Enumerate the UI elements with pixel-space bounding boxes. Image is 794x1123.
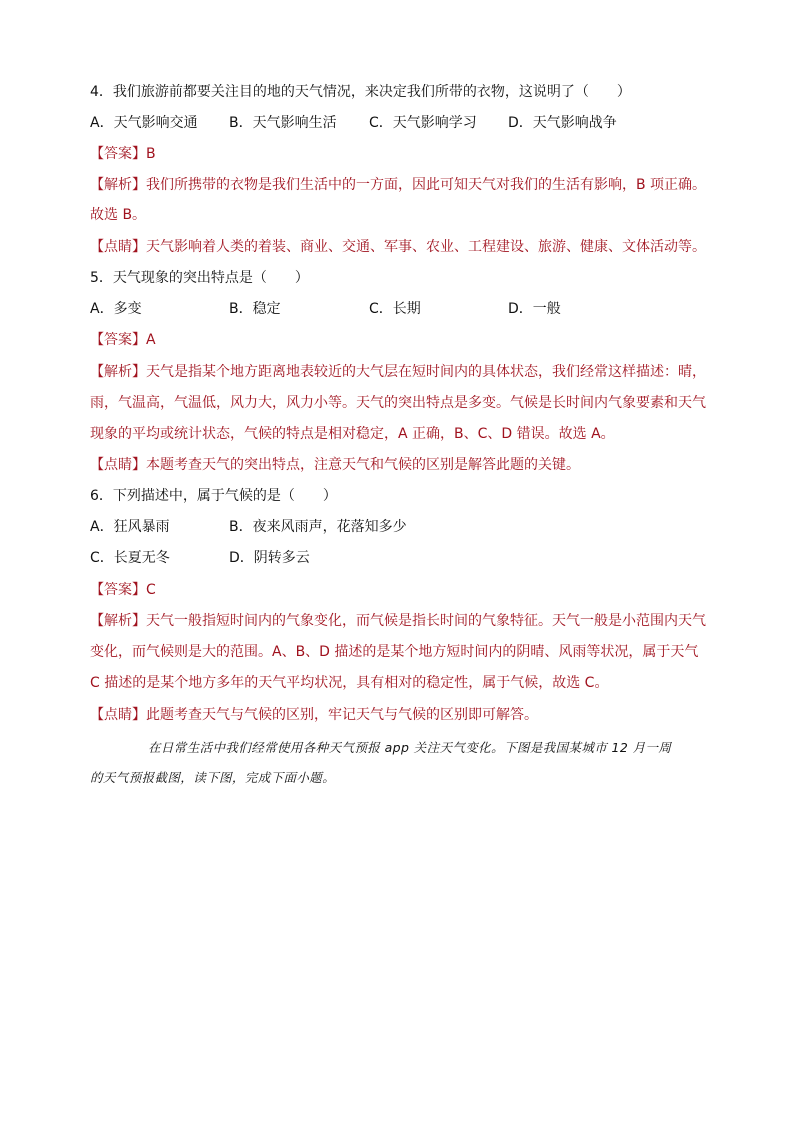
answer-value: C [146, 582, 156, 598]
question-5-stem: 5．天气现象的突出特点是（ ） [90, 270, 309, 286]
q4-option-a: A．天气影响交通 [90, 115, 198, 131]
question-6-stem: 6．下列描述中，属于气候的是（ ） [90, 488, 337, 504]
q4-option-c: C．天气影响学习 [369, 115, 477, 131]
q5-comment: 【点睛】本题考查天气的突出特点，注意天气和气候的区别是解答此题的关键。 [90, 457, 580, 473]
q5-option-c: C．长期 [369, 301, 421, 317]
q6-analysis-line-3: C 描述的是某个地方多年的天气平均状况，具有相对的稳定性，属于气候，故选 C。 [90, 675, 609, 691]
answer-value: A [146, 332, 156, 348]
comment-tag: 【点睛】 [90, 707, 146, 723]
answer-tag: 【答案】 [90, 582, 146, 598]
passage-line-2: 的天气预报截图，读下图，完成下面小题。 [90, 770, 336, 785]
q5-option-b: B．稳定 [229, 301, 281, 317]
answer-tag: 【答案】 [90, 332, 146, 348]
q4-option-d: D．天气影响战争 [508, 115, 617, 131]
analysis-tag: 【解析】 [90, 613, 146, 629]
answer-value: B [146, 146, 156, 162]
answer-tag: 【答案】 [90, 146, 146, 162]
q6-option-d: D．阴转多云 [229, 550, 310, 566]
q6-comment: 【点睛】此题考查天气与气候的区别，牢记天气与气候的区别即可解答。 [90, 707, 538, 723]
question-4-stem: 4．我们旅游前都要关注目的地的天气情况，来决定我们所带的衣物，这说明了（ ） [90, 84, 631, 100]
q6-answer [90, 580, 156, 600]
q4-analysis-line-1: 【解析】我们所携带的衣物是我们生活中的一方面，因此可知天气对我们的生活有影响，B 项正确。 [90, 177, 707, 193]
comment-tag: 【点睛】 [90, 457, 146, 473]
q6-option-c: C．长夏无冬 [90, 550, 170, 566]
q4-answer [90, 144, 156, 164]
passage-line-1: 在日常生活中我们经常使用各种天气预报 app 关注天气变化。下图是我国某城市 12 月一周 [148, 740, 672, 755]
q4-option-b: B．天气影响生活 [229, 115, 337, 131]
q6-option-a: A．狂风暴雨 [90, 519, 170, 535]
comment-tag: 【点睛】 [90, 239, 146, 255]
analysis-tag: 【解析】 [90, 364, 146, 380]
q6-analysis-line-2: 变化，而气候则是大的范围。A、B、D 描述的是某个地方短时间内的阴晴、风雨等状况，属于天气 [90, 644, 699, 660]
q5-option-d: D．一般 [508, 301, 561, 317]
analysis-tag: 【解析】 [90, 177, 146, 193]
q5-analysis-line-1: 【解析】天气是指某个地方距离地表较近的大气层在短时间内的具体状态，我们经常这样描述：晴， [90, 364, 706, 380]
q6-analysis-line-1: 【解析】天气一般指短时间内的气象变化，而气候是指长时间的气象特征。天气一般是小范围内天气 [90, 613, 706, 629]
q4-comment: 【点睛】天气影响着人类的着装、商业、交通、军事、农业、工程建设、旅游、健康、文体活动等。 [90, 239, 706, 255]
q5-option-a: A．多变 [90, 301, 142, 317]
q5-analysis-line-3: 现象的平均或统计状态，气候的特点是相对稳定，A 正确，B、C、D 错误。故选 A。 [90, 426, 615, 442]
q5-analysis-line-2: 雨，气温高，气温低，风力大，风力小等。天气的突出特点是多变。气候是长时间内气象要素和天气 [90, 395, 706, 411]
q4-analysis-line-2: 故选 B。 [90, 207, 147, 223]
q6-option-b: B．夜来风雨声，花落知多少 [229, 519, 407, 535]
q5-answer [90, 330, 156, 350]
